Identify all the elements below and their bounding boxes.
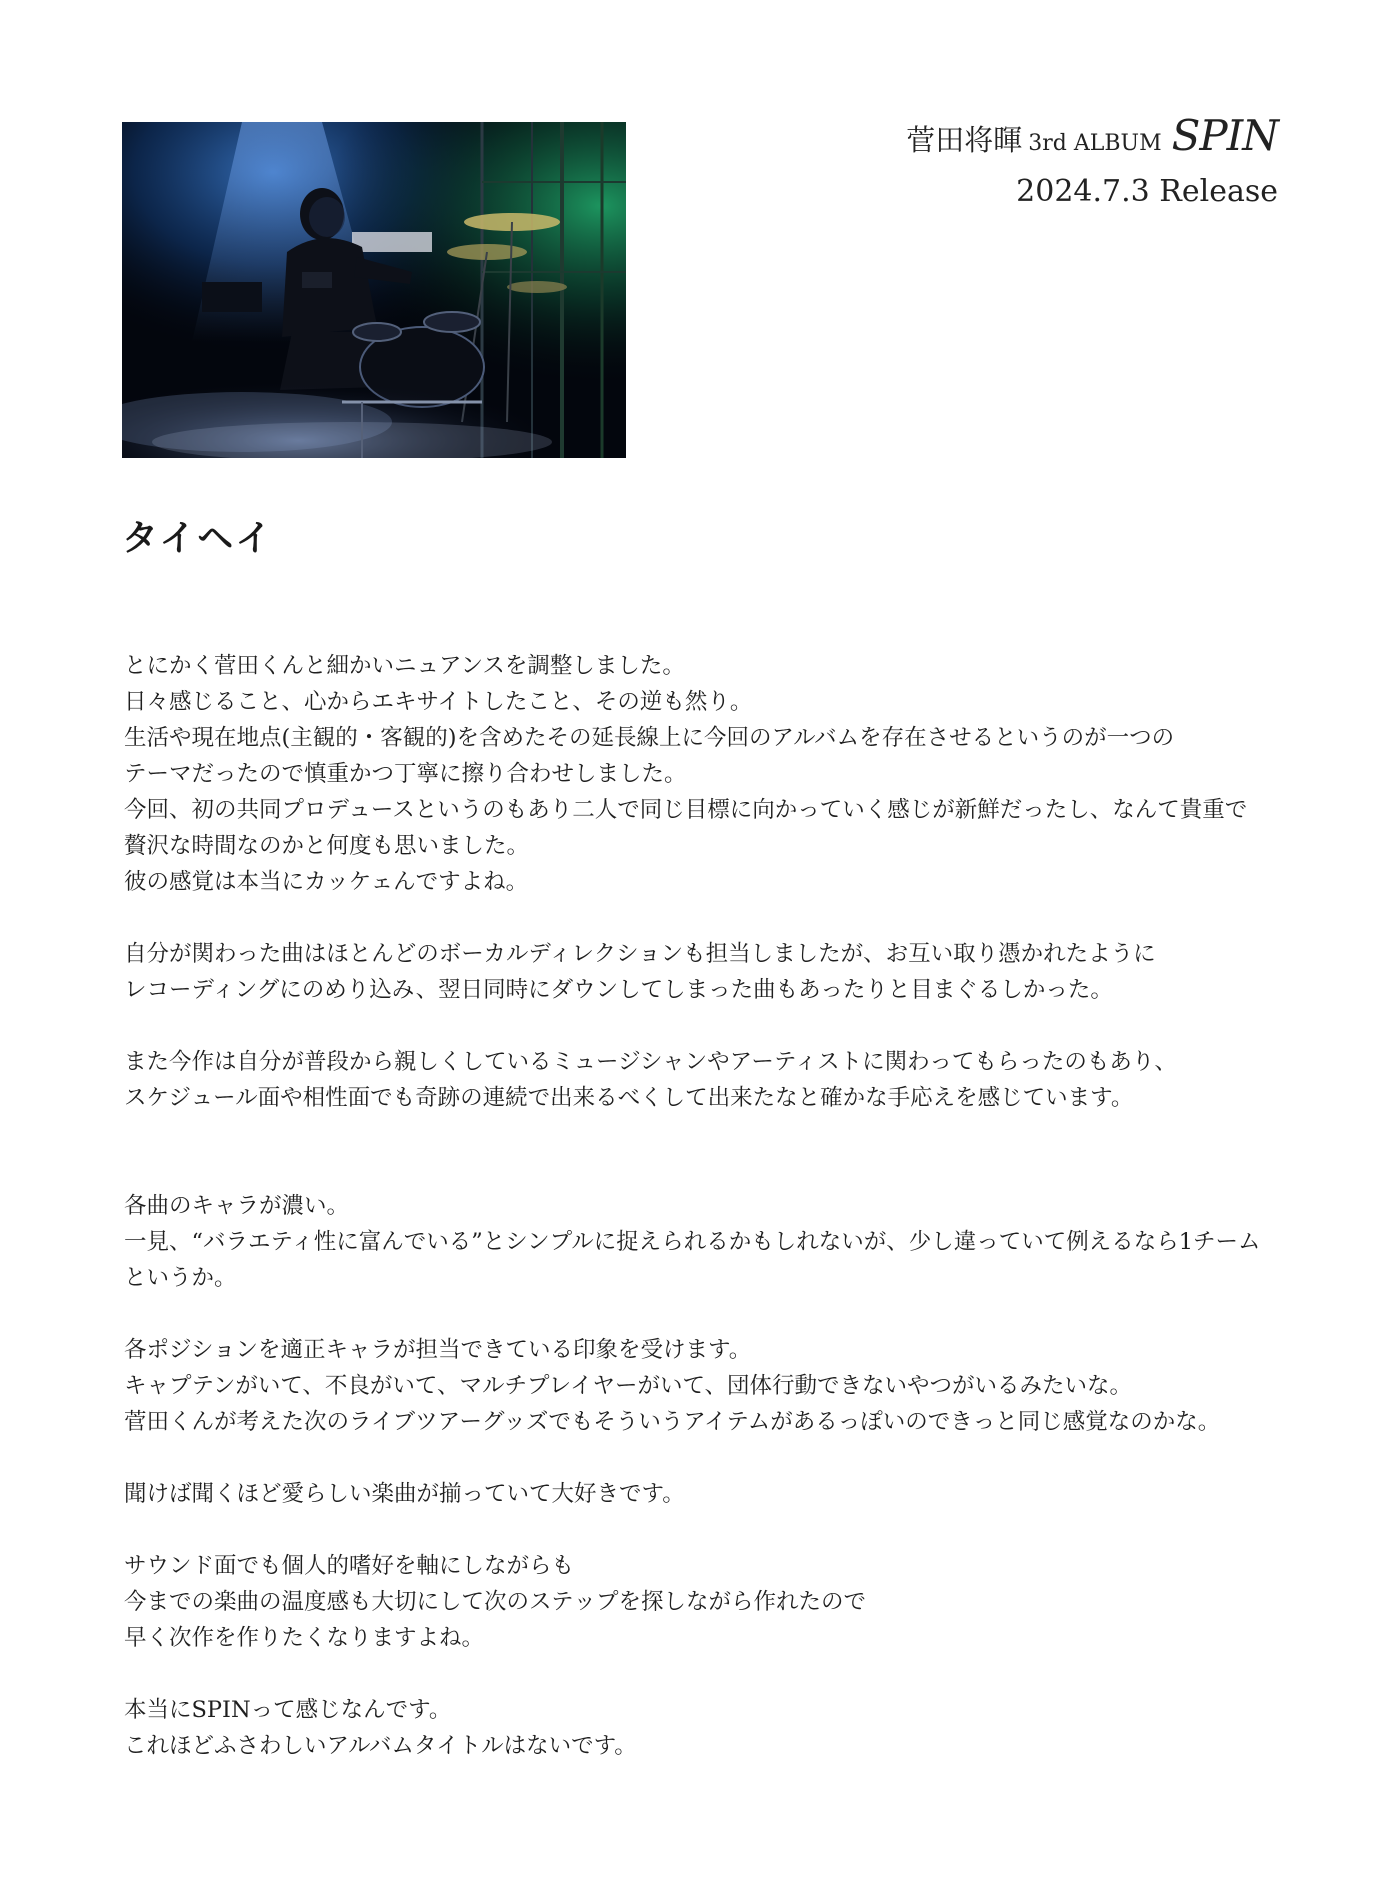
- text-line: 聞けば聞くほど愛らしい楽曲が揃っていて大好きです。: [124, 1481, 685, 1507]
- text-line: 菅田くんが考えた次のライブツアーグッズでもそういうアイテムがあるっぽいのできっと同じ感覚なのかな。: [124, 1409, 1221, 1435]
- paragraph-gap: [124, 1296, 1294, 1332]
- drummer-live-photo: [122, 122, 626, 458]
- paragraph-gap: [124, 1008, 1294, 1044]
- comment-body: [124, 648, 1294, 1764]
- text-line: スケジュール面や相性面でも奇跡の連続で出来るべくして出来たなと確かな手応えを感じています。: [124, 1085, 1134, 1111]
- album-header: [906, 112, 1278, 214]
- drummer-photo-illustration: [122, 122, 626, 458]
- album-info-line: [906, 112, 1278, 168]
- paragraph-gap: [124, 900, 1294, 936]
- text-line: 本当にSPINって感じなんです。: [124, 1697, 452, 1723]
- text-line: 彼の感覚は本当にカッケェんですよね。: [124, 869, 529, 895]
- paragraph-gap: [124, 1512, 1294, 1548]
- text-line: これほどふさわしいアルバムタイトルはないです。: [124, 1733, 637, 1759]
- artist-name: 菅田将暉: [906, 123, 1023, 157]
- text-line: テーマだったので慎重かつ丁寧に擦り合わせしました。: [124, 761, 687, 787]
- text-line: 一見、“バラエティ性に富んでいる”とシンプルに捉えられるかもしれないが、少し違っていて例えるなら1チーム: [124, 1229, 1261, 1255]
- text-line: キャプテンがいて、不良がいて、マルチプレイヤーがいて、団体行動できないやつがいるみたいな。: [124, 1373, 1133, 1399]
- text-line: 生活や現在地点(主観的・客観的)を含めたその延長線上に今回のアルバムを存在させるというのが一つの: [124, 725, 1175, 751]
- text-line: 日々感じること、心からエキサイトしたこと、その逆も然り。: [124, 689, 753, 715]
- album-number: 3rd ALBUM: [1028, 131, 1162, 156]
- text-line: また今作は自分が普段から親しくしているミュージシャンやアーティストに関わってもらったのもあり、: [124, 1049, 1177, 1075]
- text-line: 今回、初の共同プロデュースというのもあり二人で同じ目標に向かっていく感じが新鮮だったし、なんて貴重で: [124, 797, 1248, 823]
- text-line: サウンド面でも個人的嗜好を軸にしながらも: [124, 1553, 575, 1579]
- album-title: SPIN: [1171, 111, 1278, 160]
- author-name: タイヘイ: [122, 517, 274, 559]
- text-line: 早く次作を作りたくなりますよね。: [124, 1625, 485, 1651]
- text-line: レコーディングにのめり込み、翌日同時にダウンしてしまった曲もあったりと目まぐるしかった。: [124, 977, 1113, 1003]
- paragraph-gap: [124, 1656, 1294, 1692]
- paragraph-gap: [124, 1116, 1294, 1188]
- text-line: 今までの楽曲の温度感も大切にして次のステップを探しながら作れたので: [124, 1589, 867, 1615]
- release-date: 2024.7.3 Release: [1016, 174, 1278, 209]
- text-line: とにかく菅田くんと細かいニュアンスを調整しました。: [124, 653, 685, 679]
- text-line: 各ポジションを適正キャラが担当できている印象を受けます。: [124, 1337, 752, 1363]
- text-line: 自分が関わった曲はほとんどのボーカルディレクションも担当しましたが、お互い取り憑かれたように: [124, 941, 1156, 967]
- text-line: 各曲のキャラが濃い。: [124, 1193, 350, 1219]
- text-line: というか。: [124, 1265, 237, 1291]
- text-line: 贅沢な時間なのかと何度も思いました。: [124, 833, 530, 859]
- paragraph-gap: [124, 1440, 1294, 1476]
